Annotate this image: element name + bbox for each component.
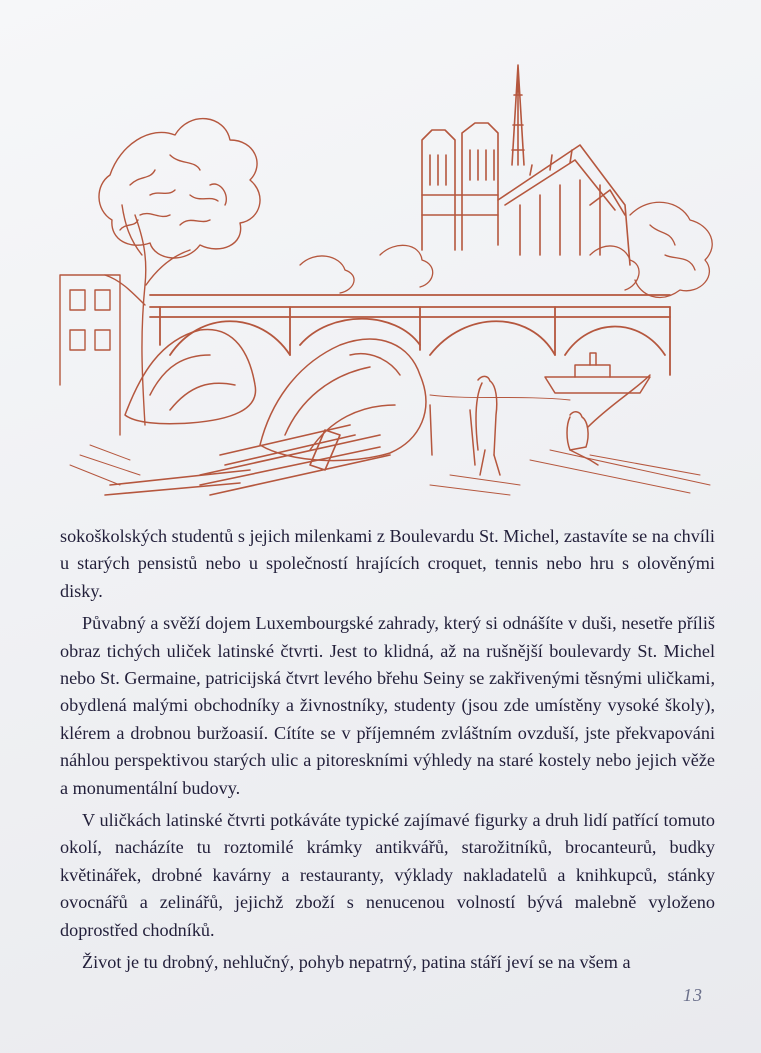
cathedral [422, 65, 630, 265]
notre-dame-illustration [50, 55, 730, 510]
boat [545, 353, 650, 393]
covered-heaps [125, 329, 426, 460]
trees-right [300, 202, 712, 297]
paragraph: Půvabný a svěží dojem Luxembourgské zahrady, který si odnášíte v duši, nesetře příliš obraz tichých uliček latinské čtvrti. Jest to klidná, až na rušnější boulevardy St. Michel nebo St. Germaine, patricijská čtvrt levého břehu Seiny se zakřivenými těsnými uličkami, obydlená malými obchodníky a živnostníky, studenty (jsou zde umístěny vysoké školy), klérem a drobnou buržoasií. Cítíte se v příjemném zvláštním ovzduší, jste překvapováni náhlou perspektivou starých ulic a pitoreskními výhledy na staré kostely nebo jejich věže a monumentální budovy. [60, 613, 715, 798]
shore-hatching [70, 395, 710, 495]
tree-left [99, 119, 260, 425]
page-number: 13 [683, 985, 703, 1005]
paragraph: V uličkách latinské čtvrti potkáváte typické zajímavé figurky a druh lidí patřící tomuto okolí, nacházíte tu roztomilé krámky antikvářů, starožitníků, brocanteurů, budky květinářek, drobné kavárny a restauranty, výklady nakladatelů a knihkupců, stánky ovocnářů a zelinářů, jejichž zboží s nenucenou volností bývá malebně vyloženo doprostřed chodníků. [60, 810, 715, 940]
left-building [60, 275, 120, 435]
paragraph: sokoškolských studentů s jejich milenkami z Boulevardu St. Michel, zastavíte se na chvíli u starých pensistů nebo u společností hrajících croquet, tennis nebo hru s olověnými disky. [60, 526, 715, 601]
paragraph: Život je tu drobný, nehlučný, pohyb nepatrný, patina stáří jeví se na všem a [82, 952, 631, 973]
body-text [60, 523, 715, 977]
